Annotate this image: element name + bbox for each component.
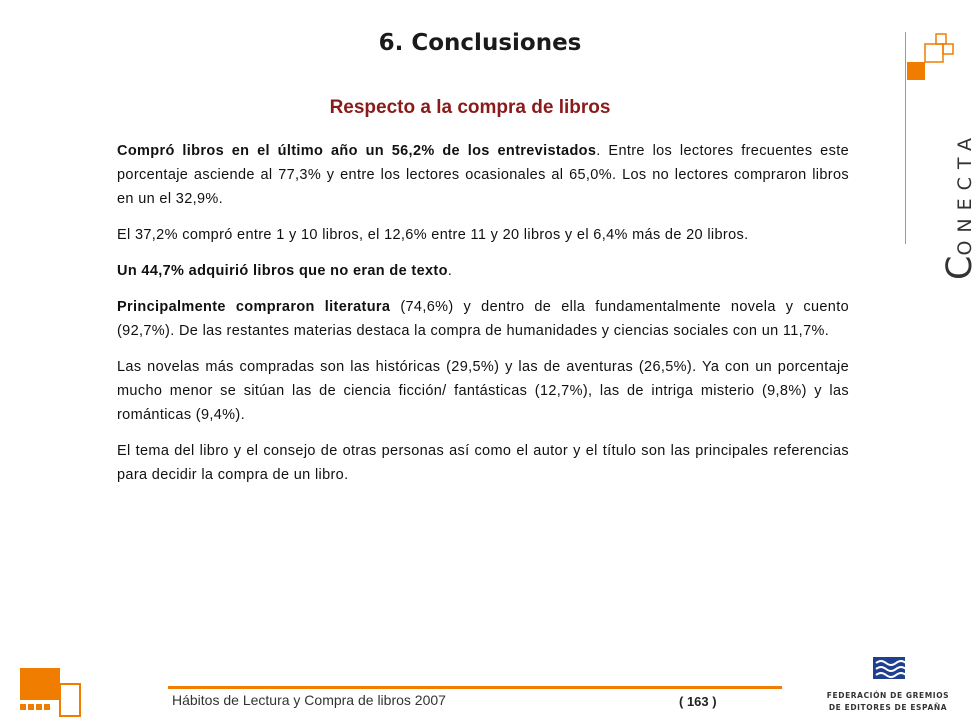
paragraph-1 — [117, 139, 849, 211]
page-number: ( 163 ) — [679, 694, 717, 709]
paragraph-6: El tema del libro y el consejo de otras personas así como el autor y el título son las principales referencias para decidir la compra de un libro. — [117, 443, 849, 483]
footer-report-title: Hábitos de Lectura y Compra de libros 2007 — [172, 692, 446, 708]
section-subtitle: Respecto a la compra de libros — [329, 97, 611, 118]
footer-divider — [168, 686, 782, 689]
page-title: 6. Conclusiones — [378, 30, 582, 56]
federation-emblem-icon — [873, 657, 905, 679]
footer-squares-icon — [18, 664, 82, 720]
paragraph-5: Las novelas más compradas son las históricas (29,5%) y las de aventuras (26,5%). Ya con un porcentaje mucho menor se sitúan las de ciencia ficción/ fantásticas (12,7%), las de intriga misterio (9,8%) y las románticas (9,4%). — [117, 359, 849, 423]
paragraph-2: El 37,2% compró entre 1 y 10 libros, el 12,6% entre 11 y 20 libros y el 6,4% más de 20 libros. — [117, 227, 749, 243]
federation-name-line1: FEDERACIÓN DE GREMIOS — [826, 691, 950, 700]
conecta-logo — [898, 30, 980, 280]
conecta-wordmark — [940, 130, 980, 280]
logo-divider — [905, 32, 906, 244]
paragraph-3-highlight: Un 44,7% adquirió libros que no eran de texto — [117, 263, 448, 279]
federation-name-line2: DE EDITORES DE ESPAÑA — [828, 703, 948, 712]
paragraph-4-text: (74,6%) y dentro de ella fundamentalmente novela y cuento (92,7%). De las restantes materias destaca la compra de humanidades y ciencias sociales con un 11,7%. — [117, 299, 850, 339]
squares-logo-icon — [906, 32, 956, 82]
paragraph-3 — [117, 259, 849, 283]
federation-logo — [818, 657, 958, 717]
conecta-initial: C — [940, 255, 980, 280]
paragraph-3-text: . — [447, 263, 453, 279]
paragraph-1-highlight: Compró libros en el último año un 56,2% de los entrevistados — [117, 143, 597, 159]
paragraph-1-text: . Entre los lectores frecuentes este porcentaje asciende al 77,3% y entre los lectores ocasionales al 65,0%. Los no lectores compraron libros en un el 32,9%. — [117, 143, 849, 207]
paragraph-4 — [117, 295, 849, 343]
paragraph-4-highlight: Principalmente compraron literatura — [117, 299, 391, 315]
conclusions-body — [117, 139, 849, 499]
conecta-rest: ONECTA — [954, 129, 976, 256]
